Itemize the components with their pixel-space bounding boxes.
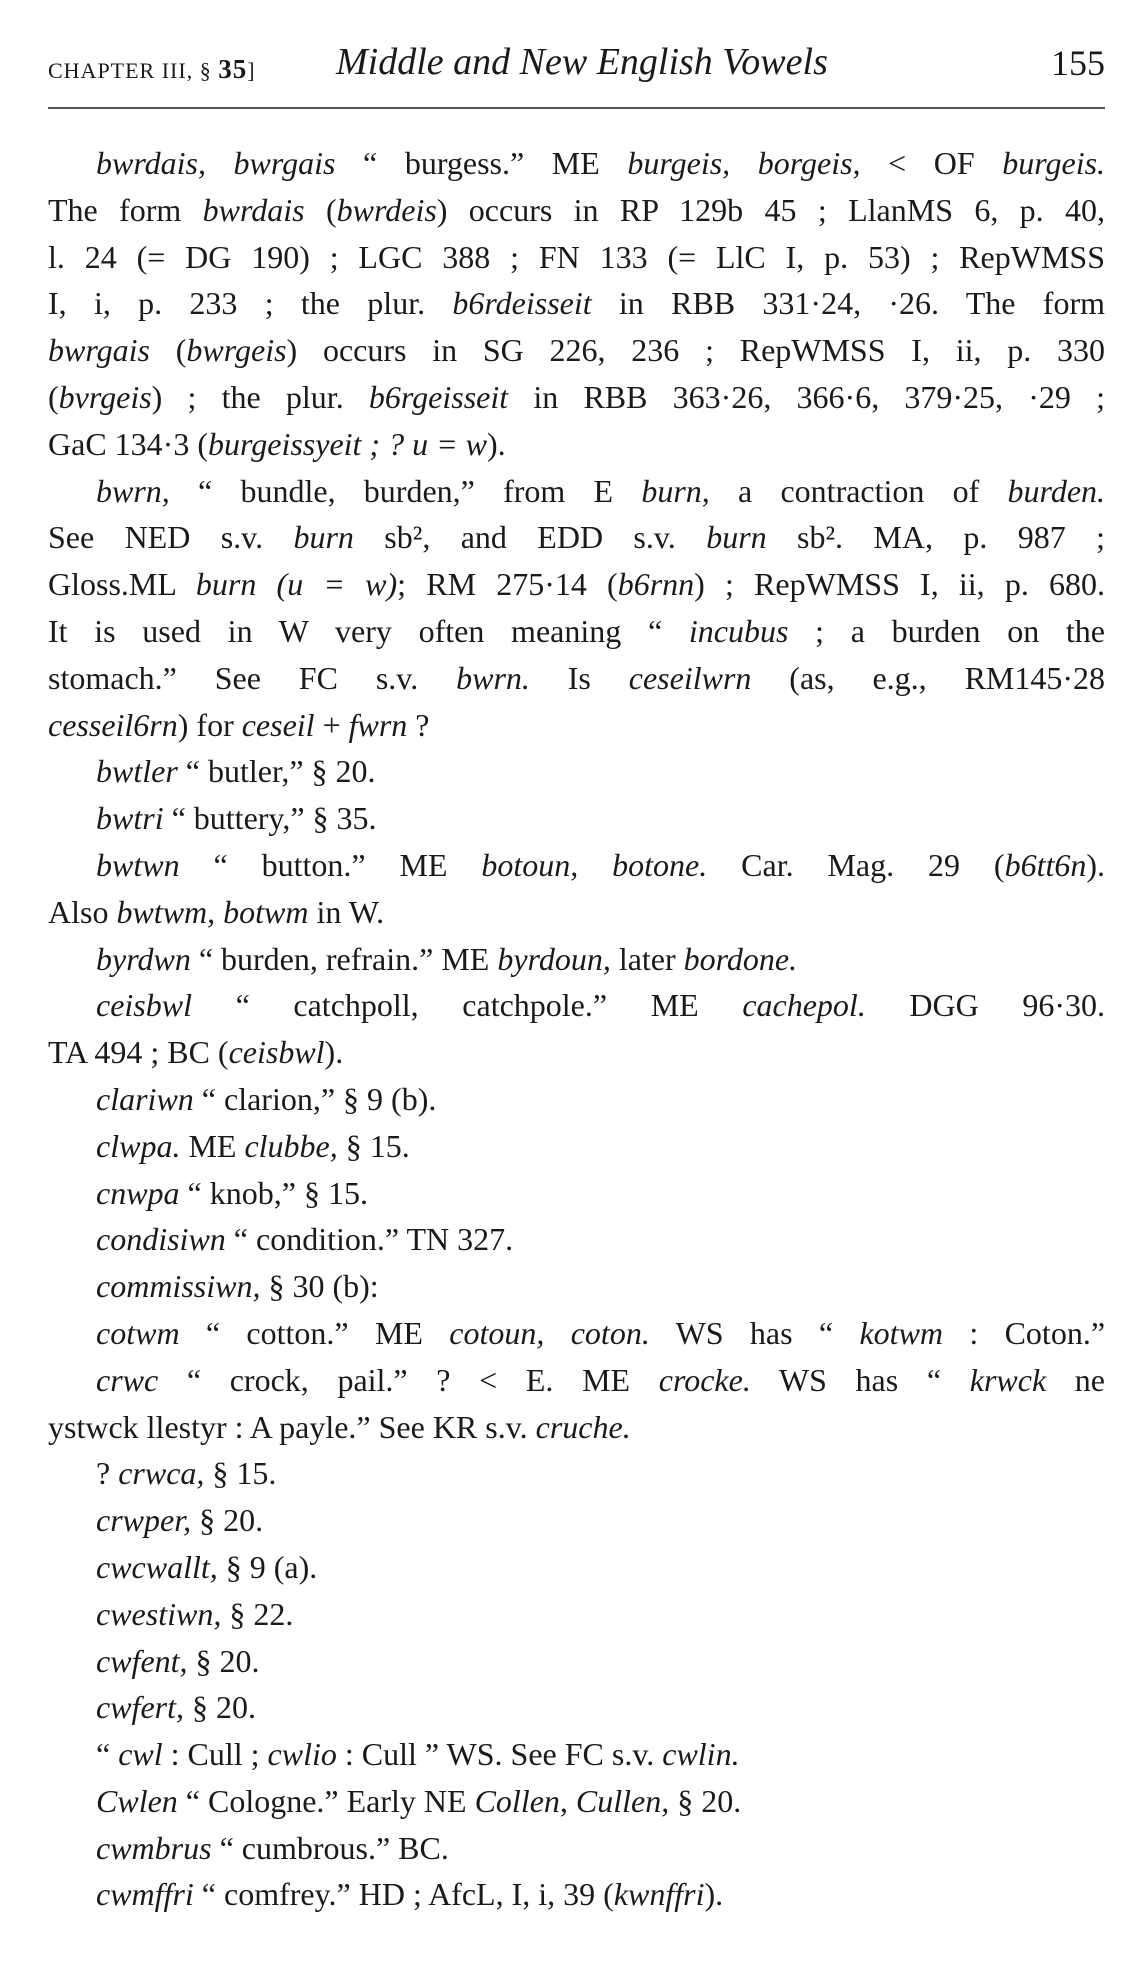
roman-text: ).	[324, 1034, 344, 1071]
italic-text: kotwm	[859, 1314, 944, 1351]
italic-text: cotoun, coton.	[449, 1314, 650, 1351]
text-line	[48, 936, 1105, 983]
roman-text: “ buttery,” § 35.	[163, 800, 377, 837]
roman-text: WS has “	[649, 1314, 860, 1351]
roman-text: “ clarion,” § 9 (b).	[193, 1080, 437, 1117]
italic-text: b6rgeisseit	[368, 378, 509, 415]
text-line	[48, 374, 1105, 421]
text-line	[48, 421, 1105, 468]
italic-text: bwrn.	[456, 659, 530, 696]
text-line	[48, 1029, 1105, 1076]
roman-text: ?	[407, 706, 430, 743]
chapter-reference	[48, 54, 256, 85]
text-line	[48, 1591, 1105, 1638]
roman-text: Is	[529, 659, 629, 696]
chapter-label: CHAPTER III, §	[48, 58, 219, 83]
roman-text: “ burden, refrain.” ME	[190, 940, 498, 977]
roman-text: § 20.	[669, 1782, 742, 1819]
roman-text: : Cull ” WS. See FC s.v.	[336, 1736, 663, 1773]
text-line	[48, 234, 1105, 281]
italic-text: bwtler	[96, 753, 178, 790]
italic-text: burn (u = w)	[195, 566, 398, 603]
roman-text: ) ; the plur.	[151, 378, 369, 415]
italic-text: ceseil	[241, 706, 315, 743]
roman-text: ) occurs in RP 129b 45 ; LlanMS 6, p. 40,	[436, 191, 1105, 228]
roman-text: : Cull ;	[162, 1736, 268, 1773]
roman-text: later	[610, 940, 684, 977]
roman-text: in W.	[308, 893, 385, 930]
roman-text: ; a burden on the	[788, 612, 1105, 649]
roman-text: (	[48, 378, 59, 415]
italic-text: clwpa.	[96, 1127, 181, 1164]
text-line	[48, 1684, 1105, 1731]
roman-text: sb², and EDD s.v.	[353, 519, 707, 556]
text-line	[48, 1544, 1105, 1591]
text-line	[48, 187, 1105, 234]
italic-text: bwtri	[96, 800, 164, 837]
italic-text: burgeis, borgeis,	[627, 145, 861, 181]
italic-text: cruche.	[535, 1408, 631, 1445]
italic-text: krwck	[969, 1361, 1047, 1398]
roman-text: “ burgess.” ME	[335, 145, 628, 181]
roman-text: “ bundle, burden,” from E	[169, 472, 642, 509]
italic-text: botoun, botone.	[481, 846, 708, 883]
roman-text: ).	[487, 425, 506, 462]
italic-text: bwtwn	[96, 846, 180, 883]
text-line	[48, 748, 1105, 795]
italic-text: cwestiwn,	[96, 1595, 222, 1632]
roman-text: sb². MA, p. 987 ;	[766, 519, 1105, 556]
italic-text: bwrdais	[202, 191, 305, 228]
text-line	[48, 1263, 1105, 1310]
roman-text: “ Cologne.” Early NE	[177, 1782, 475, 1819]
italic-text: clubbe,	[244, 1127, 338, 1164]
italic-text: crocke.	[658, 1361, 751, 1398]
text-line	[48, 1216, 1105, 1263]
roman-text: I, i, p. 233 ; the plur.	[48, 285, 453, 322]
italic-text: cwlio	[267, 1736, 337, 1773]
roman-text: stomach.” See FC s.v.	[48, 659, 457, 696]
roman-text: “ butler,” § 20.	[177, 753, 376, 790]
text-line	[48, 889, 1105, 936]
italic-text: burn	[706, 519, 767, 556]
italic-text: b6tt6n	[1004, 846, 1087, 883]
roman-text: in RBB 331·24, ·26. The form	[591, 285, 1105, 322]
italic-text: commissiwn,	[96, 1268, 261, 1305]
italic-text: bwrgais	[48, 332, 150, 369]
text-line	[48, 1497, 1105, 1544]
text-line	[48, 1638, 1105, 1685]
text-line	[48, 140, 1105, 187]
italic-text: bwrn,	[96, 472, 170, 509]
italic-text: burgeis.	[1002, 145, 1105, 181]
roman-text: Car. Mag. 29 (	[707, 846, 1005, 883]
roman-text: < OF	[860, 145, 1003, 181]
section-number: 35	[218, 54, 248, 84]
italic-text: bwtwm, botwm	[116, 893, 309, 930]
italic-text: bvrgeis	[58, 378, 152, 415]
italic-text: b6rdeisseit	[452, 285, 592, 322]
section-bracket: ]	[247, 58, 256, 83]
roman-text: ).	[704, 1876, 724, 1913]
text-line	[48, 1404, 1105, 1451]
italic-text: crwca,	[118, 1455, 205, 1492]
text-line	[48, 1871, 1105, 1918]
roman-text: ).	[1086, 846, 1105, 883]
text-line	[48, 608, 1105, 655]
italic-text: crwc	[96, 1361, 159, 1398]
italic-text: bwrdais, bwrgais	[96, 145, 336, 181]
roman-text: ME	[180, 1127, 245, 1164]
roman-text: § 20.	[187, 1642, 260, 1679]
italic-text: burn	[293, 519, 354, 556]
italic-text: burn,	[641, 472, 710, 509]
italic-text: cwlin.	[662, 1736, 740, 1773]
roman-text: Also	[48, 893, 117, 930]
italic-text: Cwlen	[96, 1782, 178, 1819]
roman-text: GaC 134·3 (	[48, 425, 208, 462]
roman-text: : Coton.”	[943, 1314, 1105, 1351]
roman-text: “ catchpoll, catchpole.” ME	[191, 987, 743, 1024]
italic-text: bwrdeis	[336, 191, 437, 228]
roman-text: ne	[1046, 1361, 1105, 1398]
text-line	[48, 514, 1105, 561]
roman-text: “ condition.” TN 327.	[225, 1221, 514, 1258]
text-line	[48, 468, 1105, 515]
roman-text: § 20.	[191, 1502, 264, 1539]
italic-text: kwnffri	[613, 1876, 705, 1913]
roman-text: § 15.	[337, 1127, 410, 1164]
page-number: 155	[1051, 43, 1105, 83]
italic-text: cwmffri	[96, 1876, 194, 1913]
italic-text: fwrn	[348, 706, 408, 743]
italic-text: cwcwallt,	[96, 1548, 218, 1585]
text-line	[48, 280, 1105, 327]
italic-text: ceisbwl	[228, 1034, 325, 1071]
roman-text: “	[96, 1736, 119, 1773]
italic-text: cotwm	[96, 1314, 180, 1351]
roman-text: § 20.	[183, 1689, 256, 1726]
roman-text: § 15.	[204, 1455, 277, 1492]
italic-text: cwfent,	[96, 1642, 188, 1679]
roman-text: “ cotton.” ME	[179, 1314, 450, 1351]
roman-text: ) for	[177, 706, 242, 743]
text-line	[48, 1310, 1105, 1357]
italic-text: ceseilwrn	[628, 659, 752, 696]
text-line	[48, 1076, 1105, 1123]
roman-text: in RBB 363·26, 366·6, 379·25, ·29 ;	[508, 378, 1105, 415]
roman-text: “ button.” ME	[179, 846, 482, 883]
italic-text: cesseil6rn	[48, 706, 178, 743]
roman-text: “ comfrey.” HD ; AfcL, I, i, 39 (	[193, 1876, 614, 1913]
roman-text: It is used in W very often meaning “	[48, 612, 689, 649]
text-line	[48, 1123, 1105, 1170]
running-title: Middle and New English Vowels	[336, 41, 828, 83]
italic-text: cwl	[118, 1736, 163, 1773]
roman-text: The form	[48, 191, 203, 228]
italic-text: clariwn	[96, 1080, 194, 1117]
roman-text: “ crock, pail.” ? < E. ME	[158, 1361, 659, 1398]
italic-text: byrdoun,	[497, 940, 611, 977]
roman-text: “ cumbrous.” BC.	[211, 1829, 449, 1866]
text-line	[48, 327, 1105, 374]
roman-text: +	[314, 706, 349, 743]
text-line	[48, 982, 1105, 1029]
roman-text: l. 24 (= DG 190) ; LGC 388 ; FN 133 (= LlC I, p. 53) ; RepWMSS	[48, 238, 1105, 275]
italic-text: ceisbwl	[96, 987, 192, 1024]
text-line	[48, 1825, 1105, 1872]
roman-text: § 22.	[221, 1595, 294, 1632]
roman-text: See NED s.v.	[48, 519, 294, 556]
roman-text: Gloss.ML	[48, 566, 196, 603]
italic-text: byrdwn	[96, 940, 191, 977]
roman-text: WS has “	[750, 1361, 970, 1398]
italic-text: crwper,	[96, 1502, 192, 1539]
roman-text: § 30 (b):	[260, 1268, 379, 1305]
text-line	[48, 1450, 1105, 1497]
roman-text: a contraction of	[709, 472, 1008, 509]
italic-text: cnwpa	[96, 1174, 180, 1211]
text-line	[48, 842, 1105, 889]
text-line	[48, 702, 1105, 749]
roman-text: § 9 (a).	[217, 1548, 318, 1585]
roman-text: ; RM 275·14 (	[397, 566, 618, 603]
italic-text: incubus	[688, 612, 789, 649]
italic-text: Collen, Cullen,	[474, 1782, 670, 1819]
italic-text: condisiwn	[96, 1221, 226, 1258]
text-line	[48, 1170, 1105, 1217]
text-line	[48, 1731, 1105, 1778]
text-line	[48, 655, 1105, 702]
header-rule	[48, 107, 1105, 109]
roman-text: ) ; RepWMSS I, ii, p. 680.	[694, 566, 1105, 603]
text-line	[48, 1778, 1105, 1825]
running-header	[48, 40, 1105, 96]
italic-text: cachepol.	[742, 987, 866, 1024]
roman-text: TA 494 ; BC (	[48, 1034, 229, 1071]
page-body	[48, 140, 1105, 1918]
roman-text: (	[149, 332, 187, 369]
roman-text: (as, e.g., RM145·28	[751, 659, 1105, 696]
text-line	[48, 795, 1105, 842]
text-line	[48, 1357, 1105, 1404]
italic-text: burden.	[1007, 472, 1105, 509]
roman-text: (	[304, 191, 337, 228]
roman-text: ) occurs in SG 226, 236 ; RepWMSS I, ii, p. 330	[286, 332, 1105, 369]
italic-text: cwmbrus	[96, 1829, 212, 1866]
italic-text: b6rnn	[617, 566, 695, 603]
italic-text: bwrgeis	[186, 332, 287, 369]
text-line	[48, 561, 1105, 608]
roman-text: DGG 96·30.	[865, 987, 1105, 1024]
roman-text: ?	[96, 1455, 119, 1492]
roman-text: “ knob,” § 15.	[179, 1174, 368, 1211]
roman-text: ystwck llestyr : A payle.” See KR s.v.	[48, 1408, 536, 1445]
italic-text: burgeissyeit ; ? u = w	[207, 425, 488, 462]
italic-text: cwfert,	[96, 1689, 184, 1726]
italic-text: bordone.	[683, 940, 798, 977]
